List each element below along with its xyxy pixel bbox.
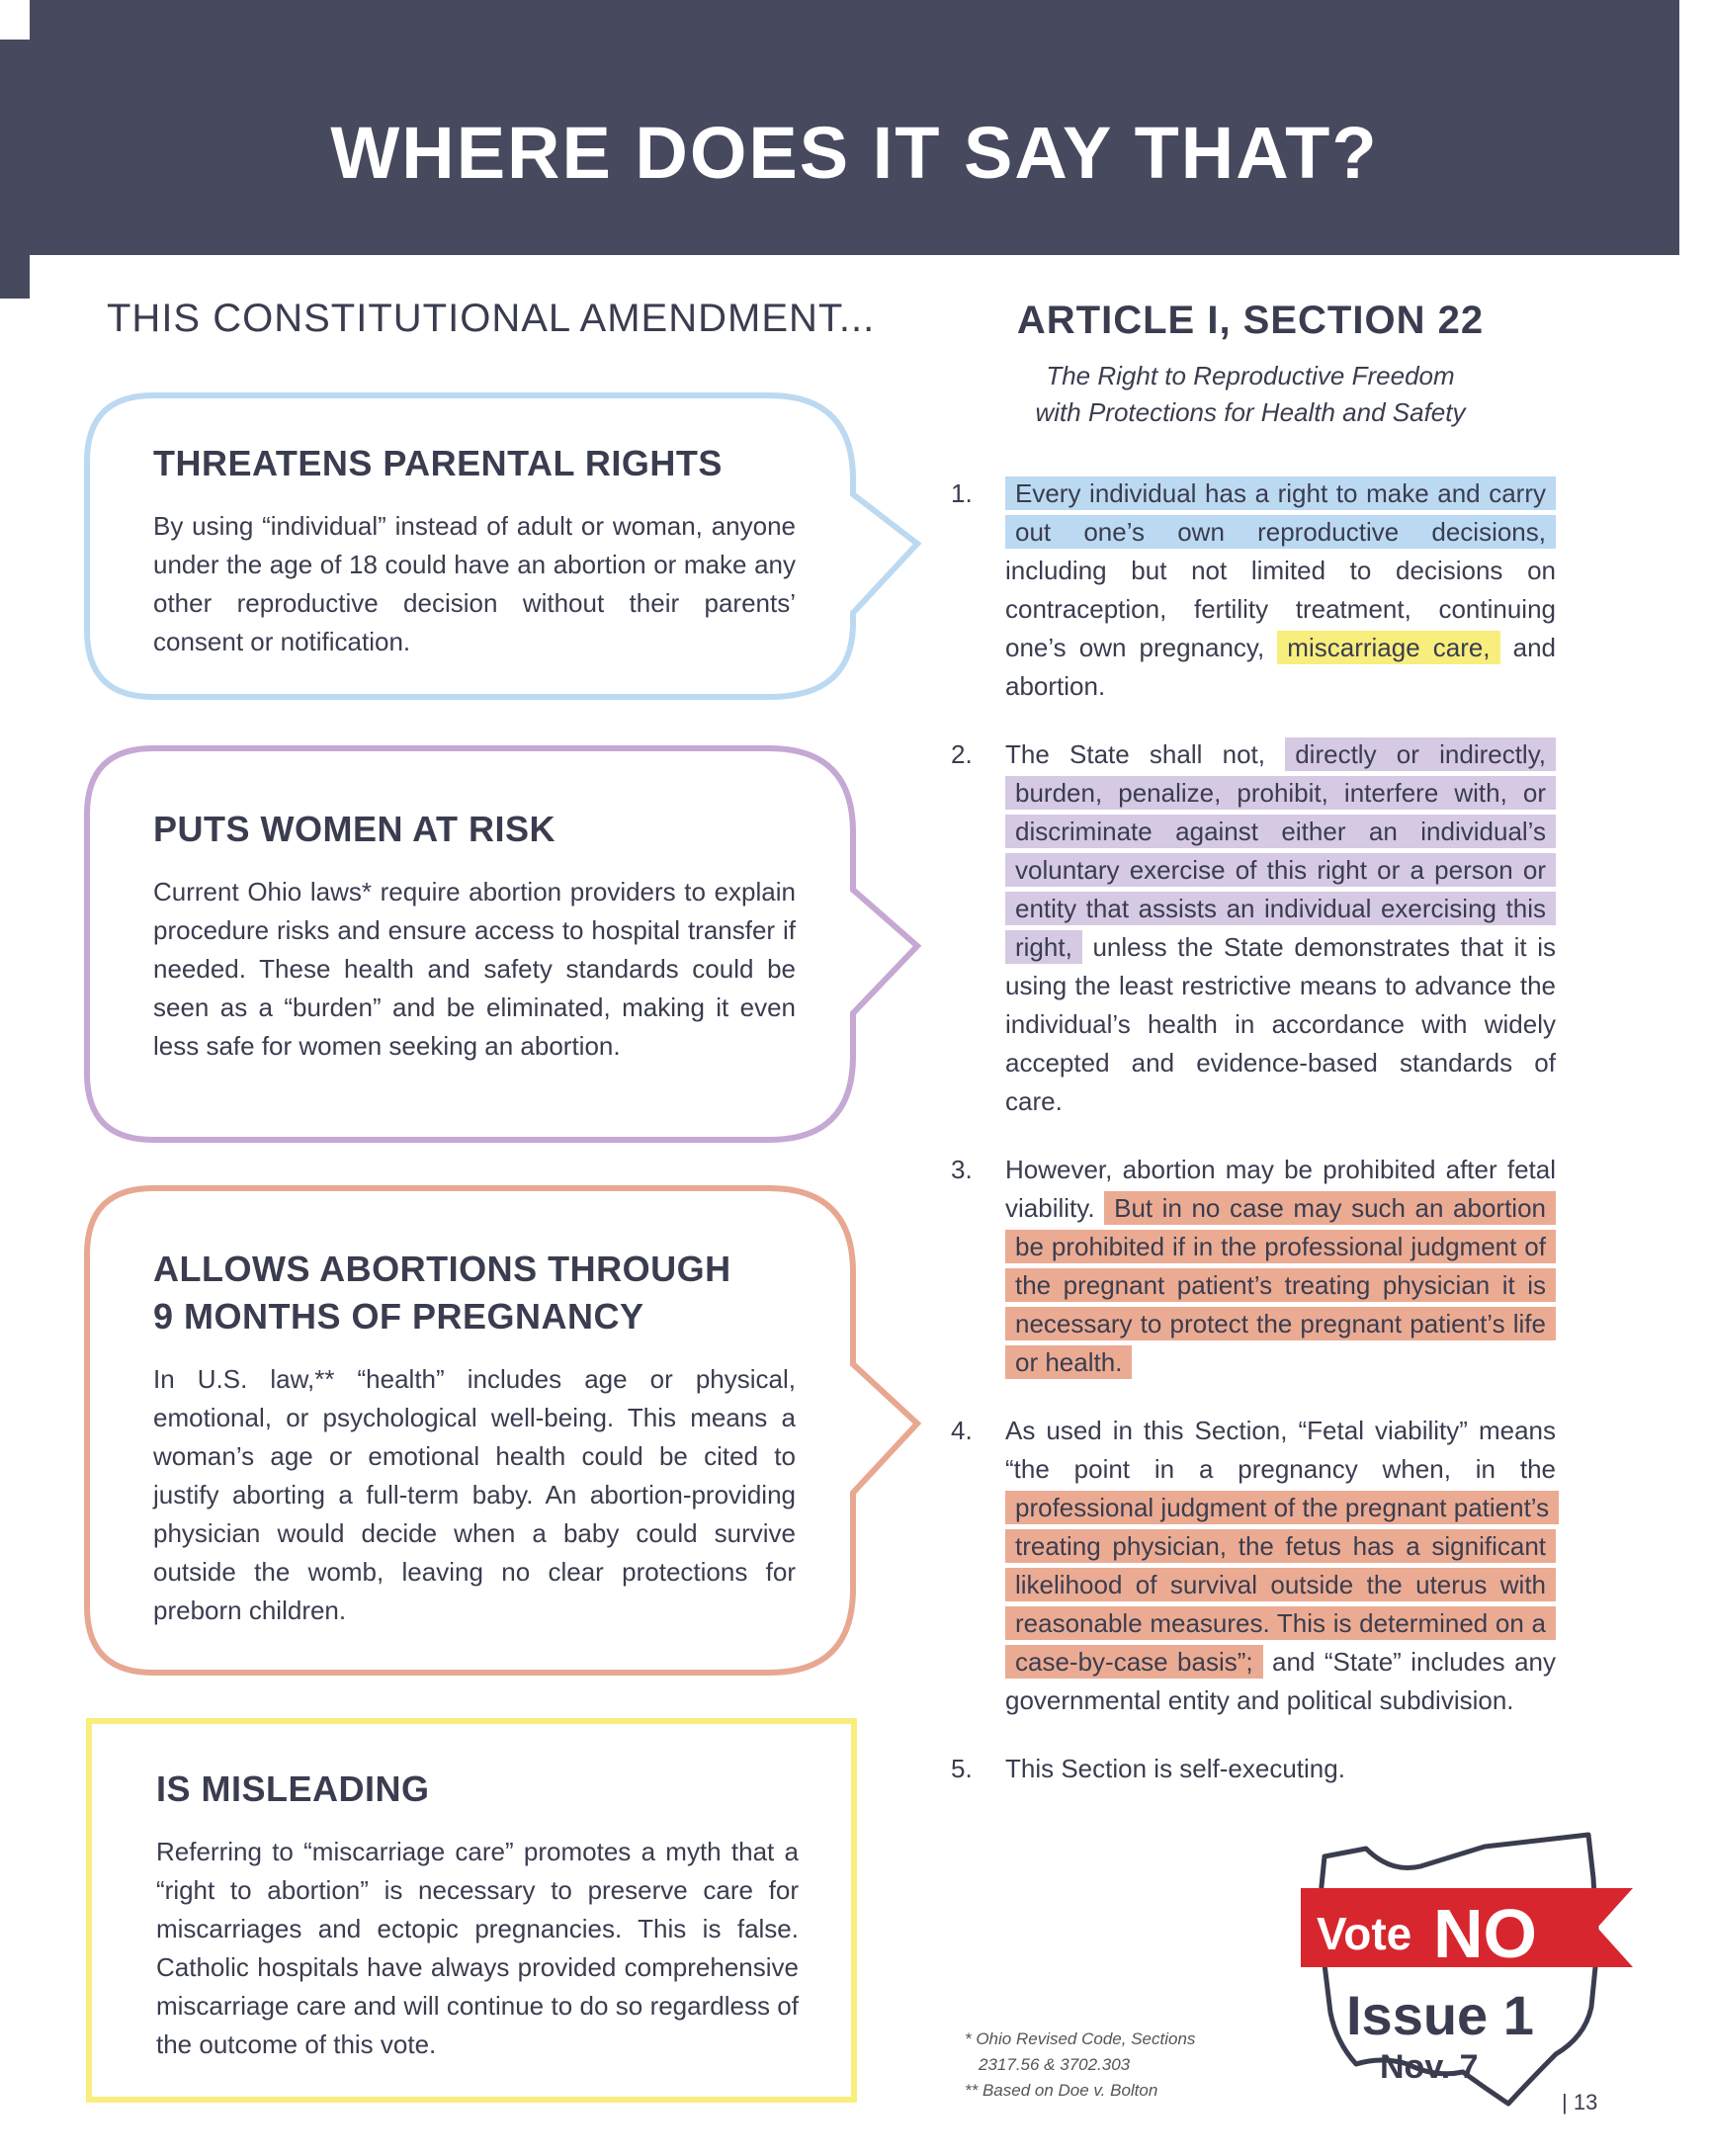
vote-no-logo xyxy=(1297,1829,1633,2115)
logo-issue-text: Issue 1 xyxy=(1346,1984,1534,2046)
footnote-line: * Ohio Revised Code, Sections xyxy=(965,2029,1196,2048)
card-misleading xyxy=(156,1766,799,2064)
card-body: Current Ohio laws* require abortion providers to explain procedure risks and ensure access to hospital transfer if needed. These health and safety standards could be seen as a “burden” and be eliminated, making it even less safe for women seeking an abortion. xyxy=(153,877,796,1061)
highlight-purple: directly or indirectly, burden, penalize, prohibit, interfere with, or discriminate against either an individual’s voluntary exercise of this right or a person or entity that assists an individual exercising this right, xyxy=(1005,737,1556,964)
logo-date-text: Nov. 7 xyxy=(1380,2048,1479,2086)
footnote-line: ** Based on Doe v. Bolton xyxy=(965,2081,1158,2100)
page-title: WHERE DOES IT SAY THAT? xyxy=(330,112,1379,194)
card-body: In U.S. law,** “health” includes age or physical, emotional, or psychological well-being. This means a woman’s age or emotional health could be cited to justify aborting a full-term baby. An abortion-providing physician would decide when a baby could survive outside the womb, leaving no clear protections for preborn children. xyxy=(153,1364,796,1625)
article-sections xyxy=(951,474,1556,1788)
plain-text: unless the State demonstrates that it is using the least restrictive means to advance the individual’s health in accordance with widely accepted and evidence-based standards of care. xyxy=(1005,932,1556,1116)
plain-text: The State shall not, xyxy=(1005,739,1286,769)
plain-text: This Section is self-executing. xyxy=(1005,1754,1345,1783)
highlight-salmon: But in no case may such an abortion be prohibited if in the professional judgment of the pregnant patient’s treating physician it is necessary to protect the pregnant patient’s life or health. xyxy=(1005,1191,1556,1379)
card-title: IS MISLEADING xyxy=(156,1768,430,1809)
article-item xyxy=(951,1750,1556,1788)
footnote-line: 2317.56 & 3702.303 xyxy=(979,2055,1131,2074)
amendment-heading: THIS CONSTITUTIONAL AMENDMENT... xyxy=(107,297,876,340)
article-item-number: 4. xyxy=(951,1416,973,1445)
logo-vote-text: Vote xyxy=(1317,1908,1412,1959)
highlight-salmon: professional judgment of the pregnant patient’s treating physician, the fetus has a significant likelihood of survival outside the uterus with reasonable measures. This is determined on a case-by-case basis”; xyxy=(1005,1491,1559,1679)
left-edge-tab xyxy=(0,40,30,299)
article-item xyxy=(951,1151,1556,1382)
article-item-number: 3. xyxy=(951,1155,973,1184)
plain-text: and abortion. xyxy=(1005,633,1556,701)
plain-text: including but not limited to decisions on contraception, fertility treatment, continuing one’s own pregnancy, xyxy=(1005,556,1556,662)
page-number: | 13 xyxy=(1562,2090,1598,2114)
logo-no-text: NO xyxy=(1433,1895,1537,1972)
article-subtitle-line: The Right to Reproductive Freedom xyxy=(1046,361,1455,390)
article-item-number: 2. xyxy=(951,739,973,769)
article-item xyxy=(951,474,1556,706)
footnotes xyxy=(965,2027,1195,2104)
card-title: ALLOWS ABORTIONS THROUGH 9 MONTHS OF PREGNANCY xyxy=(153,1249,731,1337)
card-body: By using “individual” instead of adult or woman, anyone under the age of 18 could have an abortion or make any other reproductive decision without their parents’ consent or notification. xyxy=(153,511,796,656)
article-subtitle xyxy=(949,358,1552,431)
highlight-blue: Every individual has a right to make and carry out one’s own reproductive decisions, xyxy=(1005,476,1556,549)
article-item-number: 5. xyxy=(951,1754,973,1783)
article-item xyxy=(951,1412,1556,1720)
card-abortions-9-months xyxy=(153,1246,796,1630)
article-subtitle-line: with Protections for Health and Safety xyxy=(1035,397,1466,427)
plain-text: and “State” includes any governmental entity and political subdivision. xyxy=(1005,1647,1556,1715)
highlight-yellow: miscarriage care, xyxy=(1277,631,1499,664)
article-item xyxy=(951,735,1556,1121)
card-body: Referring to “miscarriage care” promotes a myth that a “right to abortion” is necessary to preserve care for miscarriages and ectopic pregnancies. This is false. Catholic hospitals have always provided comprehensive miscarriage care and will continue to do so regardless of the outcome of this vote. xyxy=(156,1837,799,2059)
card-parental-rights xyxy=(153,440,796,661)
card-title: THREATENS PARENTAL RIGHTS xyxy=(153,443,723,483)
article-title: ARTICLE I, SECTION 22 xyxy=(1016,299,1485,342)
article-item-number: 1. xyxy=(951,478,973,508)
card-women-risk xyxy=(153,806,796,1066)
plain-text: As used in this Section, “Fetal viability” means “the point in a pregnancy when, in the xyxy=(1005,1416,1556,1484)
card-title: PUTS WOMEN AT RISK xyxy=(153,809,555,849)
plain-text: However, abortion may be prohibited after fetal viability. xyxy=(1005,1155,1556,1223)
